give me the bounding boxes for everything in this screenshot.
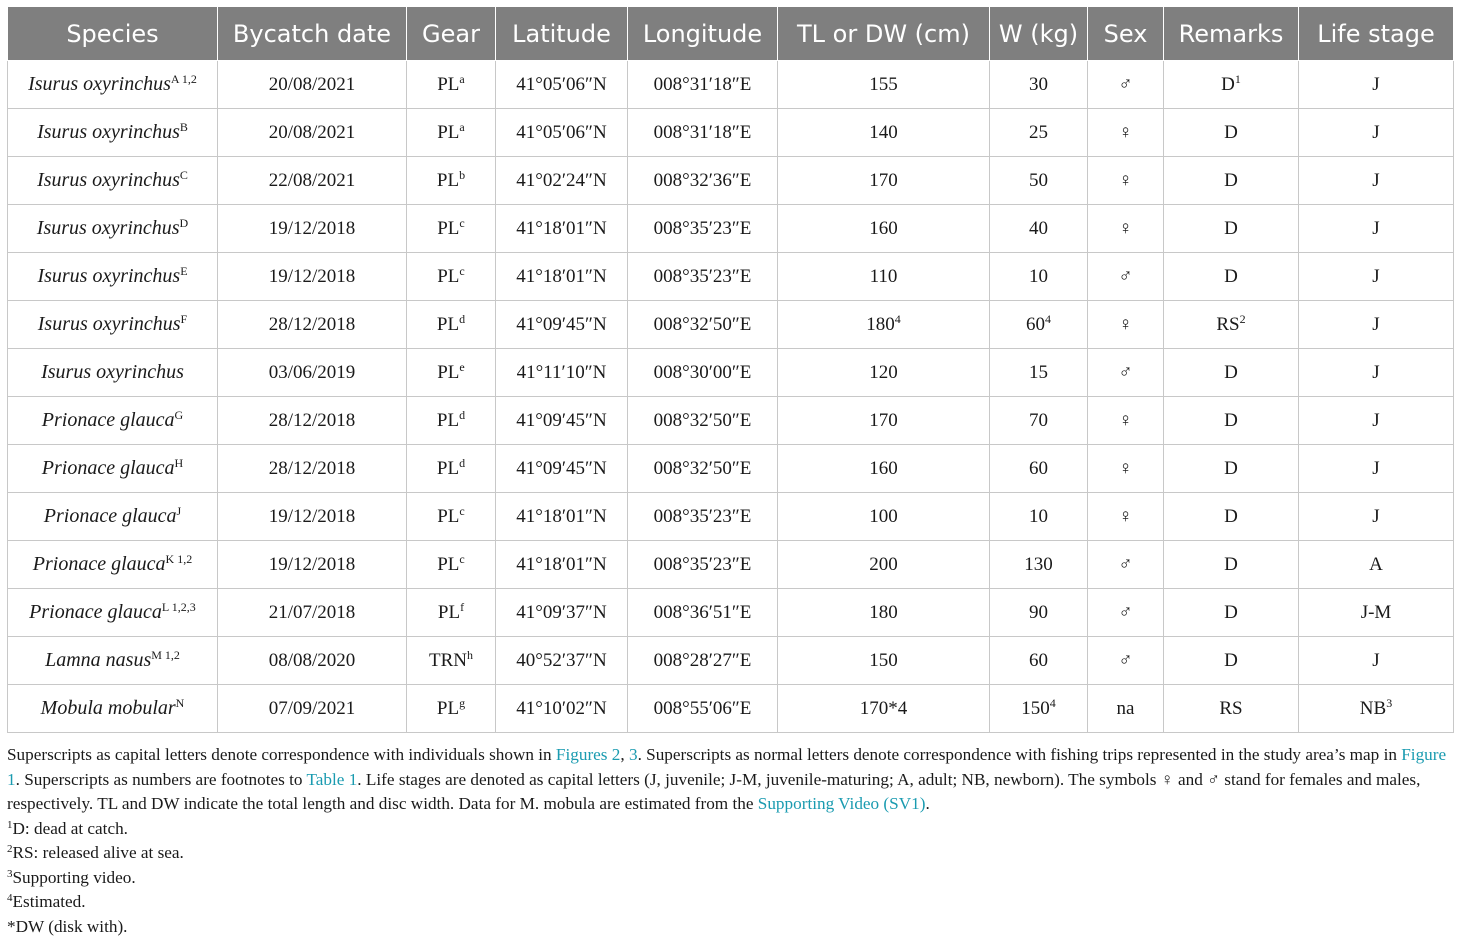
cell-weight: 60	[990, 637, 1088, 685]
cell-life-stage: J	[1299, 349, 1454, 397]
cell-life-stage: J	[1299, 397, 1454, 445]
cell-latitude: 40°52′37″N	[496, 637, 628, 685]
cell-sex: ♂	[1088, 589, 1164, 637]
cell-latitude: 41°18′01″N	[496, 541, 628, 589]
table-row	[8, 301, 1454, 349]
cell-latitude: 41°09′45″N	[496, 397, 628, 445]
cell-remarks: D	[1164, 109, 1299, 157]
header-bycatch-date: Bycatch date	[218, 7, 407, 61]
cell-life-stage: J	[1299, 157, 1454, 205]
header-weight: W (kg)	[990, 7, 1088, 61]
cell-species: Isurus oxyrinchus$^D$	[8, 205, 218, 253]
cell-remarks: D	[1164, 205, 1299, 253]
cell-latitude: 41°02′24″N	[496, 157, 628, 205]
cell-remarks: $D^1$	[1164, 61, 1299, 109]
cell-longitude: 008°35′23″E	[628, 493, 778, 541]
cell-date: 28/12/2018	[218, 445, 407, 493]
cell-species: Prionace glauca$^J$	[8, 493, 218, 541]
cell-length: 170	[778, 157, 990, 205]
cell-weight: 40	[990, 205, 1088, 253]
cell-gear: TRN$^h$	[407, 637, 496, 685]
cell-remarks: D	[1164, 589, 1299, 637]
cell-latitude: 41°18′01″N	[496, 205, 628, 253]
cell-length: 150	[778, 637, 990, 685]
cell-gear: $PL^c$	[407, 205, 496, 253]
header-remarks: Remarks	[1164, 7, 1299, 61]
cell-weight: 15	[990, 349, 1088, 397]
cell-length: 170*4	[778, 685, 990, 733]
cell-date: 07/09/2021	[218, 685, 407, 733]
cell-weight: 30	[990, 61, 1088, 109]
cell-longitude: 008°32′50″E	[628, 397, 778, 445]
cell-gear: $PL^d$	[407, 397, 496, 445]
cell-sex: na	[1088, 685, 1164, 733]
cell-remarks: D	[1164, 493, 1299, 541]
table-row	[8, 493, 1454, 541]
cell-sex: ♀	[1088, 493, 1164, 541]
table-row	[8, 157, 1454, 205]
cell-length: 140	[778, 109, 990, 157]
cell-length: 120	[778, 349, 990, 397]
table-row	[8, 397, 1454, 445]
cell-gear: $PL^c$	[407, 253, 496, 301]
cell-sex: ♂	[1088, 541, 1164, 589]
table-caption: Superscripts as capital letters denote correspondence with individuals shown in Figures 2, 3. Superscripts as normal letters denote correspondence with fishing trips represented in the study area’s map in Figure 1. Superscripts as numbers are footnotes to Table 1. Life stages are denoted as capital letters (J, juvenile; J-M, juvenile-maturing; A, adult; NB, newborn). The symbols ♀ and ♂ stand for females and males, respectively. TL and DW indicate the total length and disc width. Data for M. mobula are estimated from the Supporting Video (SV1).	[7, 745, 1447, 813]
cell-species: Prionace glauca$^{K 1,2}$	[8, 541, 218, 589]
header-sex: Sex	[1088, 7, 1164, 61]
cell-species: Prionace glauca$^{L 1,2,3}$	[8, 589, 218, 637]
cell-remarks: D	[1164, 445, 1299, 493]
header-life-stage: Life stage	[1299, 7, 1454, 61]
cell-longitude: 008°35′23″E	[628, 205, 778, 253]
cell-weight: $60^4$	[990, 301, 1088, 349]
cell-sex: ♀	[1088, 157, 1164, 205]
cell-latitude: 41°09′37″N	[496, 589, 628, 637]
cell-gear: $PL^d$	[407, 445, 496, 493]
cell-weight: 90	[990, 589, 1088, 637]
cell-species: Isurus oxyrinchus$^B$	[8, 109, 218, 157]
cell-gear: $PL^g$	[407, 685, 496, 733]
cell-life-stage: J	[1299, 205, 1454, 253]
figures-2-link[interactable]: Figures 2	[555, 745, 621, 764]
cell-length: $180^4$	[778, 301, 990, 349]
header-latitude: Latitude	[496, 7, 628, 61]
cell-species: Prionace glauca$^G$	[8, 397, 218, 445]
cell-gear: $PL^c$	[407, 493, 496, 541]
cell-gear: $PL^c$	[407, 541, 496, 589]
cell-weight: 60	[990, 445, 1088, 493]
cell-longitude: 008°32′50″E	[628, 445, 778, 493]
cell-latitude: 41°11′10″N	[496, 349, 628, 397]
cell-sex: ♀	[1088, 205, 1164, 253]
cell-species: Mobula mobular$^N$	[8, 685, 218, 733]
table-row	[8, 589, 1454, 637]
cell-date: 19/12/2018	[218, 493, 407, 541]
cell-weight: $150^4$	[990, 685, 1088, 733]
cell-species: Lamna nasus$^{M 1,2}$	[8, 637, 218, 685]
cell-latitude: 41°05′06″N	[496, 61, 628, 109]
cell-gear: $PL^a$	[407, 109, 496, 157]
cell-latitude: 41°09′45″N	[496, 445, 628, 493]
cell-longitude: 008°31′18″E	[628, 109, 778, 157]
cell-remarks: RS	[1164, 685, 1299, 733]
cell-life-stage: J	[1299, 109, 1454, 157]
cell-length: 160	[778, 445, 990, 493]
table-header-row	[8, 7, 1454, 61]
cell-gear: $PL^e$	[407, 349, 496, 397]
cell-length: 110	[778, 253, 990, 301]
cell-species: Isurus oxyrinchus$^C$	[8, 157, 218, 205]
cell-remarks: $RS^2$	[1164, 301, 1299, 349]
cell-longitude: 008°28′27″E	[628, 637, 778, 685]
cell-longitude: 008°31′18″E	[628, 61, 778, 109]
cell-length: 100	[778, 493, 990, 541]
cell-weight: 25	[990, 109, 1088, 157]
footnote: $^2$RS: released alive at sea.	[7, 843, 184, 862]
supporting-video-link[interactable]: Supporting Video (SV1)	[757, 794, 926, 813]
cell-life-stage: $NB^3$	[1299, 685, 1454, 733]
cell-length: 200	[778, 541, 990, 589]
cell-longitude: 008°35′23″E	[628, 541, 778, 589]
cell-date: 19/12/2018	[218, 205, 407, 253]
cell-longitude: 008°32′50″E	[628, 301, 778, 349]
footnote: *DW (disk with).	[7, 916, 128, 936]
cell-weight: 10	[990, 253, 1088, 301]
cell-species: Isurus oxyrinchus$^F$	[8, 301, 218, 349]
figure-3-link[interactable]: 3	[628, 745, 638, 764]
cell-weight: 10	[990, 493, 1088, 541]
cell-sex: ♀	[1088, 397, 1164, 445]
cell-remarks: D	[1164, 157, 1299, 205]
header-length: TL or DW (cm)	[778, 7, 990, 61]
cell-sex: ♂	[1088, 61, 1164, 109]
cell-length: 180	[778, 589, 990, 637]
cell-length: 170	[778, 397, 990, 445]
cell-gear: $PL^b$	[407, 157, 496, 205]
header-longitude: Longitude	[628, 7, 778, 61]
cell-life-stage: J	[1299, 301, 1454, 349]
cell-sex: ♂	[1088, 253, 1164, 301]
table-row	[8, 253, 1454, 301]
cell-date: 20/08/2021	[218, 109, 407, 157]
footnote: $^3$Supporting video.	[7, 867, 136, 887]
cell-longitude: 008°36′51″E	[628, 589, 778, 637]
cell-weight: 70	[990, 397, 1088, 445]
cell-longitude: 008°30′00″E	[628, 349, 778, 397]
footnote: $^1$D: dead at catch.	[7, 818, 128, 838]
table-1-link[interactable]: Table 1	[306, 769, 358, 789]
cell-sex: ♀	[1088, 445, 1164, 493]
cell-species: Prionace glauca$^H$	[8, 445, 218, 493]
cell-longitude: 008°35′23″E	[628, 253, 778, 301]
cell-life-stage: J	[1299, 445, 1454, 493]
figure-1-link[interactable]: Figure 1	[7, 745, 1447, 789]
cell-life-stage: A	[1299, 541, 1454, 589]
cell-date: 28/12/2018	[218, 301, 407, 349]
bycatch-table	[7, 6, 1454, 733]
cell-longitude: 008°55′06″E	[628, 685, 778, 733]
cell-latitude: 41°18′01″N	[496, 493, 628, 541]
cell-species: Isurus oxyrinchus$^E$	[8, 253, 218, 301]
cell-sex: ♀	[1088, 109, 1164, 157]
cell-date: 08/08/2020	[218, 637, 407, 685]
cell-gear: $PL^d$	[407, 301, 496, 349]
table-row	[8, 637, 1454, 685]
cell-latitude: 41°18′01″N	[496, 253, 628, 301]
table-row	[8, 445, 1454, 493]
cell-remarks: D	[1164, 349, 1299, 397]
cell-length: 160	[778, 205, 990, 253]
table-row	[8, 205, 1454, 253]
cell-date: 03/06/2019	[218, 349, 407, 397]
cell-life-stage: J	[1299, 61, 1454, 109]
cell-length: 155	[778, 61, 990, 109]
table-row	[8, 349, 1454, 397]
cell-date: 21/07/2018	[218, 589, 407, 637]
cell-gear: $PL^f$	[407, 589, 496, 637]
cell-sex: ♀	[1088, 301, 1164, 349]
cell-life-stage: J	[1299, 253, 1454, 301]
table-notes	[7, 743, 1453, 939]
header-gear: Gear	[407, 7, 496, 61]
cell-latitude: 41°05′06″N	[496, 109, 628, 157]
table-row	[8, 109, 1454, 157]
footnote: $^4$Estimated.	[7, 892, 86, 911]
cell-longitude: 008°32′36″E	[628, 157, 778, 205]
table-row	[8, 541, 1454, 589]
cell-date: 28/12/2018	[218, 397, 407, 445]
cell-latitude: 41°09′45″N	[496, 301, 628, 349]
cell-date: 20/08/2021	[218, 61, 407, 109]
cell-remarks: D	[1164, 637, 1299, 685]
data-table-container	[7, 6, 1453, 733]
cell-remarks: D	[1164, 253, 1299, 301]
cell-species: Isurus oxyrinchus$^{A 1,2}$	[8, 61, 218, 109]
cell-life-stage: J	[1299, 637, 1454, 685]
header-species: Species	[8, 7, 218, 61]
table-row	[8, 685, 1454, 733]
cell-species: Isurus oxyrinchus	[8, 349, 218, 397]
cell-date: 19/12/2018	[218, 541, 407, 589]
cell-date: 22/08/2021	[218, 157, 407, 205]
table-row	[8, 61, 1454, 109]
cell-weight: 130	[990, 541, 1088, 589]
cell-remarks: D	[1164, 541, 1299, 589]
cell-sex: ♂	[1088, 349, 1164, 397]
cell-sex: ♂	[1088, 637, 1164, 685]
cell-remarks: D	[1164, 397, 1299, 445]
cell-life-stage: J-M	[1299, 589, 1454, 637]
cell-life-stage: J	[1299, 493, 1454, 541]
cell-date: 19/12/2018	[218, 253, 407, 301]
cell-latitude: 41°10′02″N	[496, 685, 628, 733]
cell-gear: $PL^a$	[407, 61, 496, 109]
cell-weight: 50	[990, 157, 1088, 205]
